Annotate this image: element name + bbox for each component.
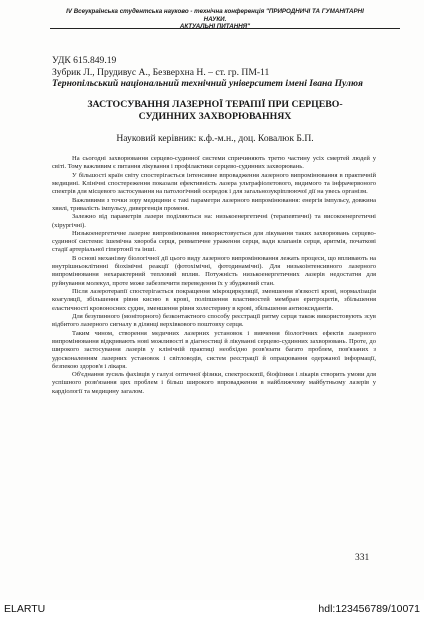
- paragraph: Важливими з точки зору медицини є такі параметри лазерного випромінювання: енергія імпульсу, довжина хвилі, тривалість імпульсу, дивергенція променя.: [52, 196, 376, 212]
- authors: Зубрик Л., Прудивус А., Безверхна Н. – ст. гр. ПМ-11: [52, 66, 270, 78]
- paragraph: В основі механізму біологічної дії цього виду лазерного випромінювання лежать процеси, що впливають на внутрішньоклітинні біохімічні реакції (фотохімічні, фотодинамічні). Для низькоінтенсивного лазерного випромінювання нехарактерний тепловий вплив. Потужність низькоенергетичних лазерів недостатня для руйнування молекул, проте може забезпечити переведення їх у збуджений стан.: [52, 254, 376, 287]
- repository-footer: [0, 600, 424, 620]
- conference-header: [60, 8, 370, 31]
- conference-header-line1: IV Всеукраїнська студентська науково - технічна конференція "ПРИРОДНИЧІ ТА ГУМАНІТАРНІ НАУКИ.: [66, 8, 364, 23]
- paragraph: Після лазеротерапії спостерігається покращення мікроциркуляції, зменшення в'язкості крові, нормалізація коагуляції, збільшення рівня кисню в крові, поліпшення властивостей мембран еритроцитів, збільшення еластичності кровоносних судин, зменшення рівня холестерину в крові, збільшення антиоксидантів.: [52, 288, 376, 312]
- conference-header-line2: АКТУАЛЬНІ ПИТАННЯ": [179, 23, 251, 30]
- paragraph: Таким чином, створення медичних лазерних установок і вивчення біологічних ефектів лазерного випромінювання відкривають нові можливості в діагностиці й лікуванні серцево-судинних захворювань. Проте, до широкого застосування лазерів у клінічній практиці необхідно розв'язати багато проблем, пов'язаних з удосконаленням лазерних установок і світловодів, систем реєстрації й опрацювання одержаної інформації, безпекою здоров'я і лікаря.: [52, 329, 376, 370]
- paragraph: На сьогодні захворювання серцево-судинної системи спричиняють третю частину усіх смертей людей у світі. Тому важливим є питання лікування і профілактики серцево-судинних захворювань.: [52, 155, 376, 171]
- paragraph: Для безупинного (моніторного) безконтактного способу реєстрації ритму серця також використовують зсув відбитого лазерного сигналу в ділянці верхівкового поштовху серця.: [52, 312, 376, 329]
- handle-link[interactable]: hdl:123456789/10071: [318, 603, 420, 615]
- paragraph: У більшості країн світу спостерігається інтенсивне впровадження лазерного випромінювання в практичній медицині. Клінічні спостереження показали ефективність лазера ультрафіолетового, видимого та інфрачервоного спектрів для місцевого застосування на патологічний осередок і для загальнозукріплюючої дії на увесь організм.: [52, 171, 376, 196]
- page-number: 331: [355, 553, 370, 563]
- paragraph: Об'єднання зусиль фахівців у галузі оптичної фізики, спектроскопії, біофізики і лікарів створить умови для успішного розв'язання цих проблем і більш широкого впровадження в найближчому майбутньому лазерів у кардіології та медицину загалом.: [52, 371, 376, 395]
- supervisor: Науковий керівник: к.ф.-м.н., доц. Ковалюк Б.П.: [116, 133, 314, 144]
- paragraph: Низькоенергетичне лазерне випромінювання використовується для лікування таких захворювань серцево-судинної системи: ішемічна хвороба серця, ревматичне ураження серця, вади клапанів серця, аритмія, початкові стадії артеріальної гіпертонії та інші.: [52, 229, 376, 254]
- article-title: [60, 99, 370, 123]
- header-rule: [50, 28, 400, 29]
- title-line-1: ЗАСТОСУВАННЯ ЛАЗЕРНОЇ ТЕРАПІЇ ПРИ СЕРЦЕВО-: [87, 99, 343, 110]
- article-meta: [52, 55, 382, 90]
- paragraph: Залежно від параметрів лазери поділяються на: низькоенергетичні (терапевтичні) та високоенергетичні (хірургічні).: [52, 213, 376, 229]
- article-body: [52, 155, 376, 396]
- title-line-2: СУДИННИХ ЗАХВОРЮВАННЯХ: [138, 111, 292, 122]
- repository-name: ELARTU: [4, 603, 46, 615]
- university: Тернопільський національний технічний університет імені Івана Пулюя: [52, 78, 363, 89]
- udc-code: УДК 615.849.19: [52, 55, 117, 66]
